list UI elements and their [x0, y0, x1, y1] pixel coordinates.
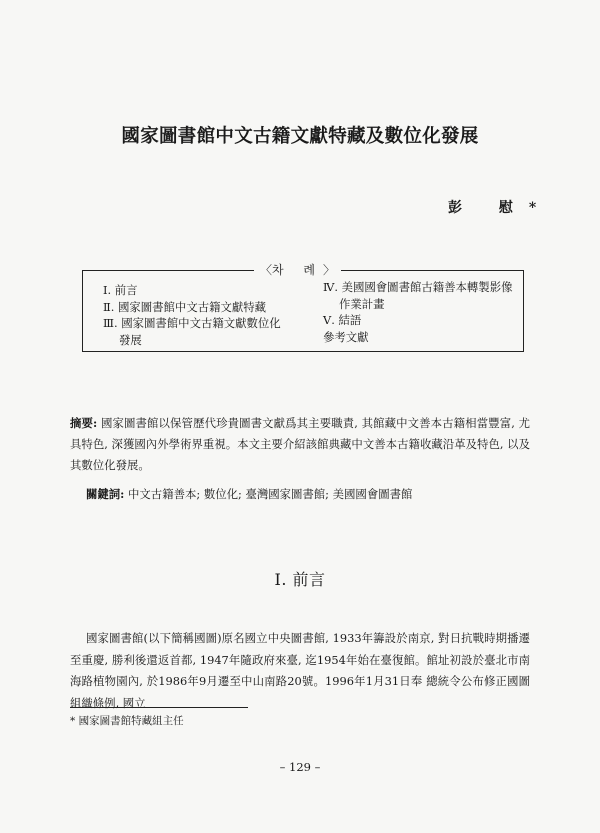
keywords-text: 中文古籍善本; 數位化; 臺灣國家圖書館; 美國國會圖書館 [128, 487, 413, 501]
toc-heading [254, 261, 341, 278]
toc-item: 參考文獻 [323, 329, 369, 344]
section-heading: Ⅰ. 前言 [274, 570, 326, 589]
abstract-text: 國家圖書館以保管歷代珍貴圖書文獻爲其主要職責, 其館藏中文善本古籍相當豐富, 尤具特色, 深獲國內外學術界重視。本文主要介紹該館典藏中文善本古籍收藏沿革及特色, 以及其數位化發展。 [70, 416, 530, 472]
footnote-divider [70, 707, 248, 708]
page-number: – 129 – [279, 760, 321, 774]
toc-heading-text: 차 례 [272, 263, 324, 277]
toc-bracket-left-icon: 〈 [260, 263, 273, 277]
keywords [86, 486, 412, 502]
toc-left-column [103, 282, 281, 348]
toc-item: Ⅰ. 前言 [103, 283, 138, 297]
toc-item: Ⅴ. 結語 [323, 313, 362, 327]
toc-item: Ⅳ. 美國國會圖書館古籍善本轉製影像 [323, 280, 513, 294]
toc-bracket-right-icon: 〉 [323, 263, 336, 277]
body-paragraph: 國家圖書館(以下簡稱國圖)原名國立中央圖書館, 1933年籌設於南京, 對日抗戰時期播遷至重慶, 勝利後還返首都, 1947年隨政府來臺, 迄1954年始在臺復館。館址初設於臺北市南海路植物園內, 於1986年9月遷至中山南路20號。1996年1月31日奉 總統令公布修正國圖組織條例, 國立 [70, 631, 530, 710]
toc-item-continuation: 發展 [119, 332, 142, 347]
keywords-label: 關鍵詞: [86, 487, 125, 501]
table-of-contents [82, 263, 524, 352]
abstract [70, 413, 530, 476]
author-name: 彭 慰* [448, 200, 553, 216]
toc-item: Ⅱ. 國家圖書館中文古籍文獻特藏 [103, 299, 267, 314]
toc-item: Ⅲ. 國家圖書館中文古籍文獻數位化 [103, 316, 281, 330]
toc-right-column [323, 279, 512, 345]
abstract-label: 摘要: [70, 416, 98, 430]
paper-title: 國家圖書館中文古籍文獻特藏及數位化發展 [121, 126, 479, 147]
toc-item-continuation: 作業計畫 [339, 296, 385, 311]
footnote: * 國家圖書館特藏組主任 [70, 715, 184, 727]
